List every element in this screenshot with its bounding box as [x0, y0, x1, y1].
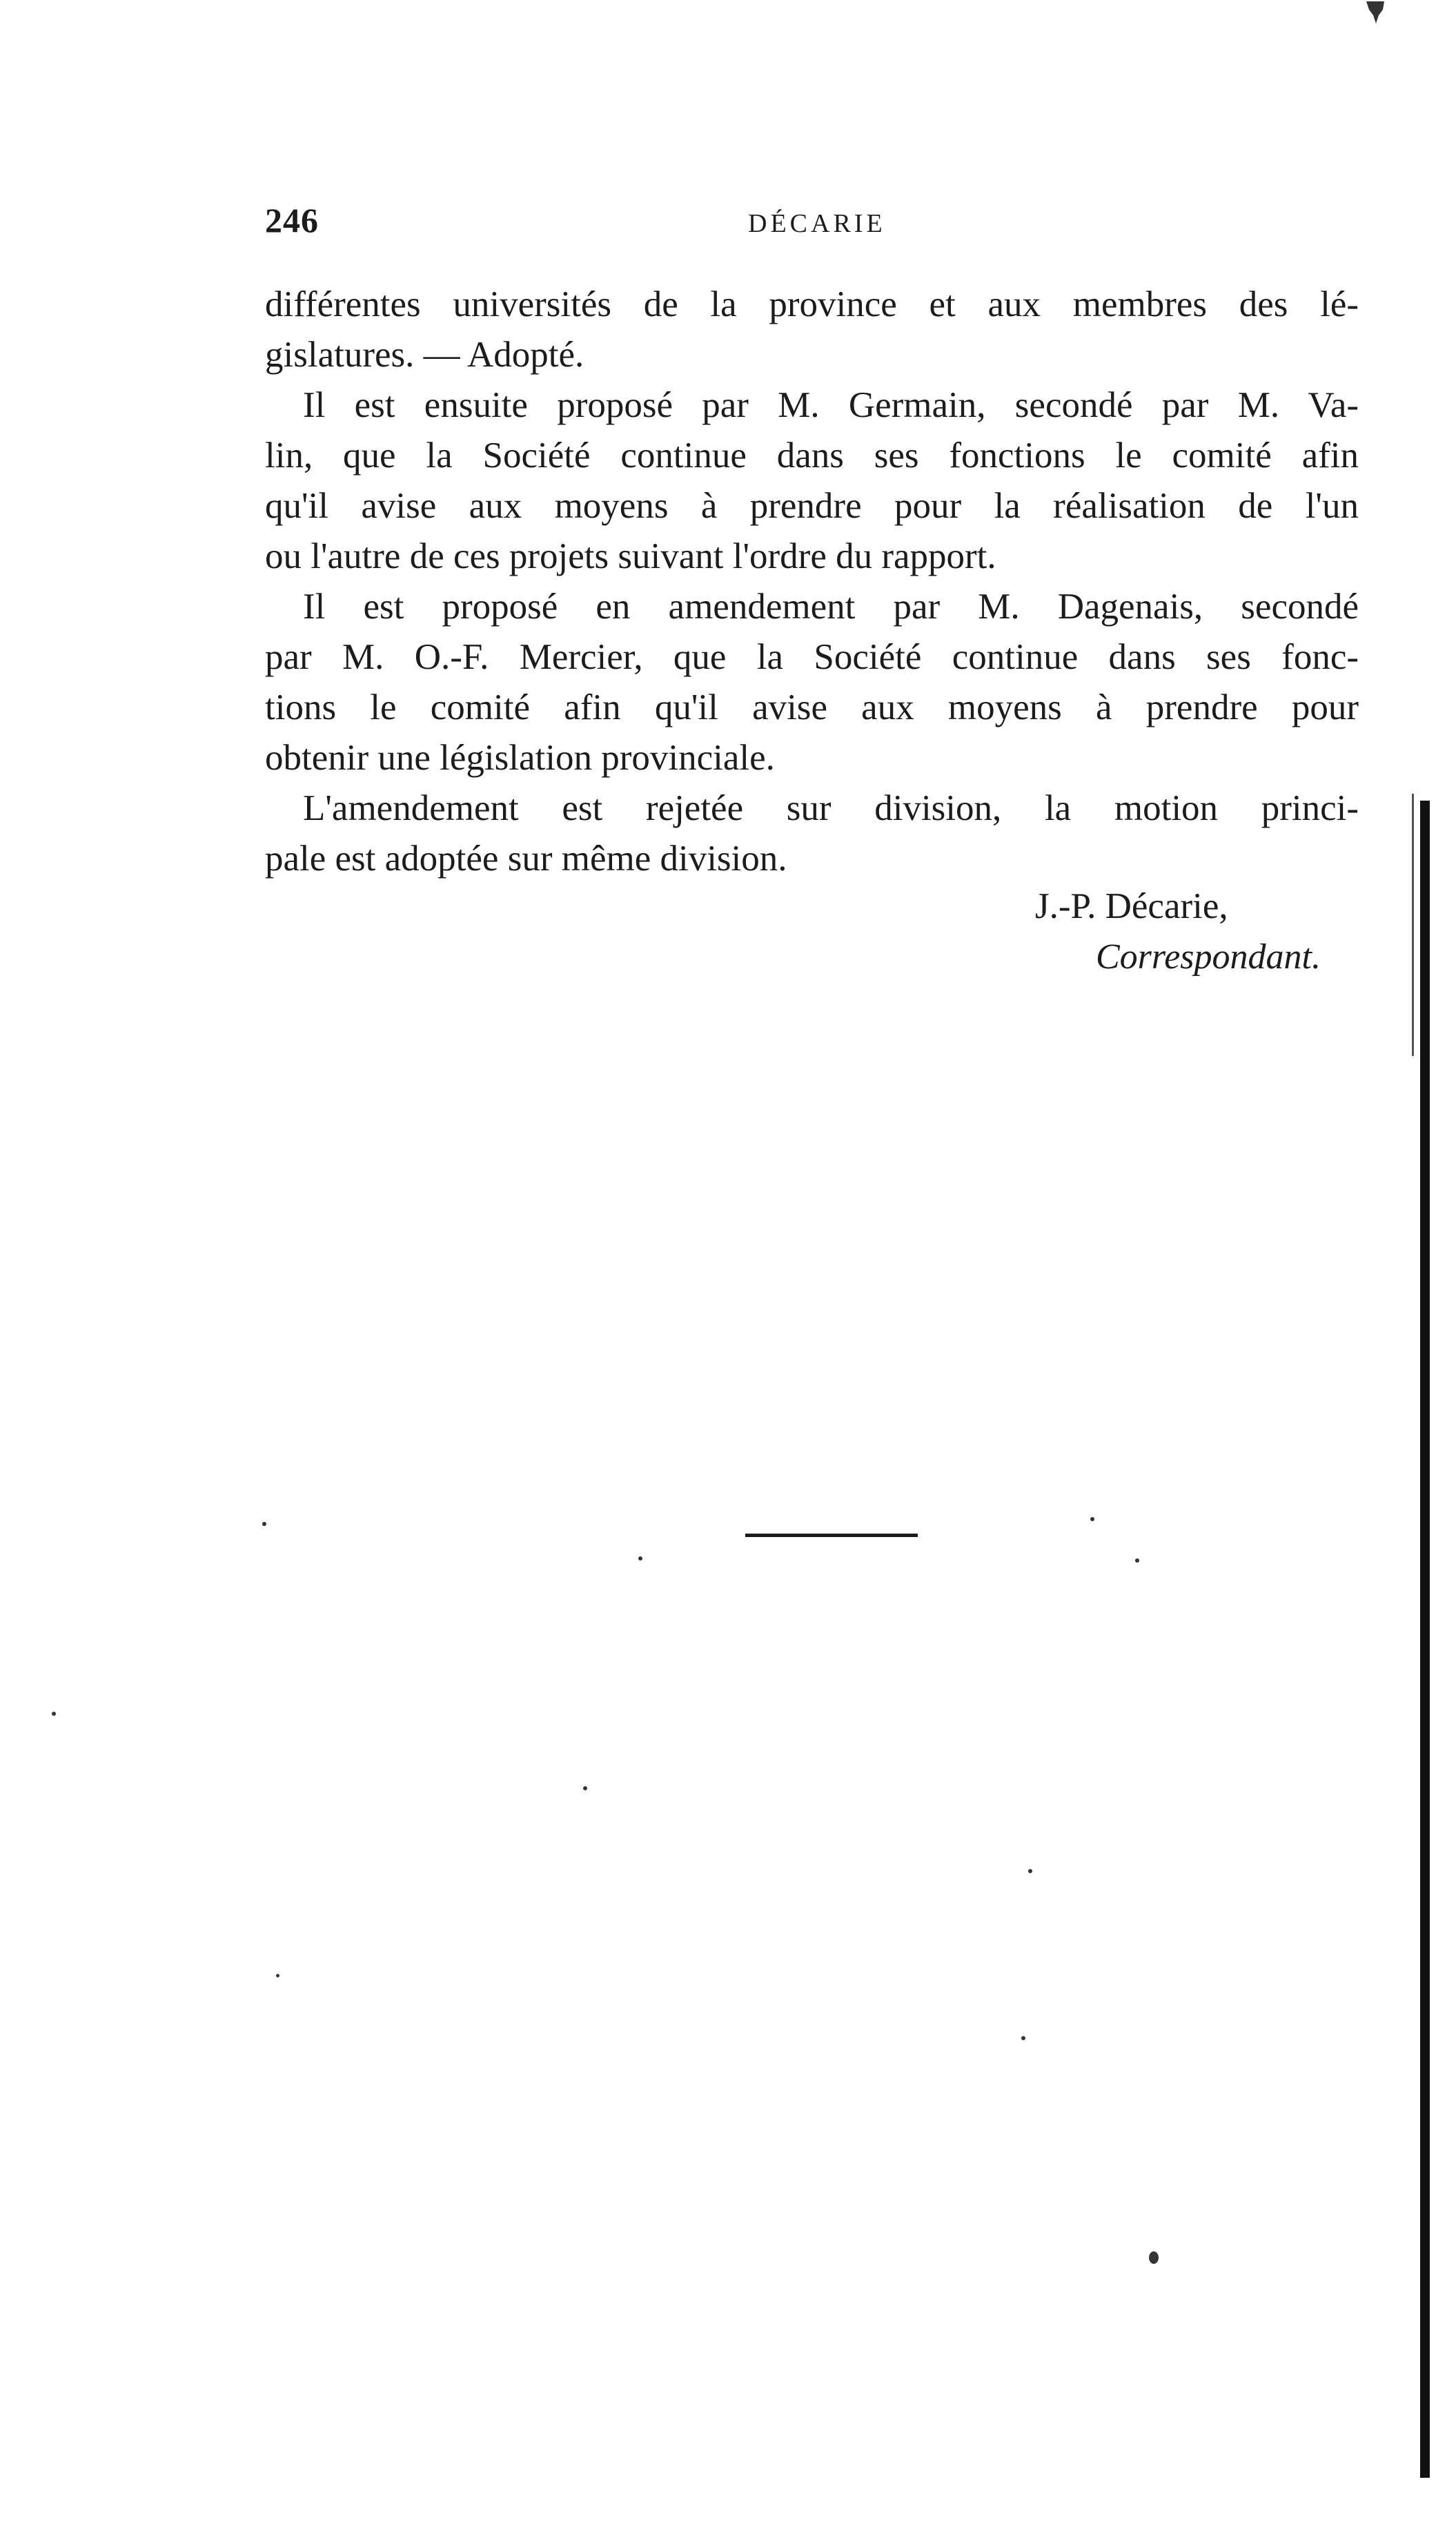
- text-line: qu'il avise aux moyens à prendre pour la réalisation de l'un: [265, 486, 1359, 526]
- text-line: Il est ensuite proposé par M. Germain, secondé par M. Va-: [303, 385, 1359, 425]
- scan-speck: [1090, 1517, 1094, 1521]
- text-line: gislatures. — Adopté.: [265, 335, 584, 375]
- text-line: lin, que la Société continue dans ses fonctions le comité afin: [265, 436, 1359, 476]
- running-title: DÉCARIE: [748, 209, 886, 238]
- scan-speck: [276, 1974, 279, 1977]
- scan-speck: [52, 1712, 56, 1716]
- text-line: Il est proposé en amendement par M. Dagenais, secondé: [303, 587, 1359, 627]
- text-line: L'amendement est rejetée sur division, la motion princi-: [303, 788, 1359, 828]
- signature-block: [1035, 881, 1394, 982]
- text-line: pale est adoptée sur même division.: [265, 839, 787, 879]
- text-line: tions le comité afin qu'il avise aux moyens à prendre pour: [265, 687, 1359, 727]
- page-number: 246: [265, 201, 319, 239]
- scan-speck: [638, 1556, 642, 1561]
- page-edge-bar: [1420, 801, 1430, 2478]
- end-rule-divider: [745, 1534, 918, 1537]
- scan-speck: [1149, 2251, 1159, 2264]
- text-line: ou l'autre de ces projets suivant l'ordre du rapport.: [265, 536, 996, 576]
- scan-speck: [583, 1786, 587, 1790]
- signature-role: Correspondant.: [1096, 937, 1321, 977]
- running-head: [265, 200, 1383, 248]
- corner-blot-icon: [1365, 0, 1386, 25]
- text-line: obtenir une législation provinciale.: [265, 738, 775, 778]
- scan-speck: [1028, 1869, 1032, 1873]
- scan-speck: [1021, 2036, 1025, 2040]
- scan-speck: [1135, 1558, 1139, 1563]
- text-line: différentes universités de la province et aux membres des lé-: [265, 284, 1359, 324]
- body-text: [265, 280, 1359, 884]
- text-line: par M. O.-F. Mercier, que la Société continue dans ses fonc-: [265, 637, 1359, 677]
- signature-name: J.-P. Décarie,: [1035, 886, 1228, 926]
- scan-speck: [262, 1522, 266, 1526]
- page-edge-shadow: [1412, 794, 1414, 1056]
